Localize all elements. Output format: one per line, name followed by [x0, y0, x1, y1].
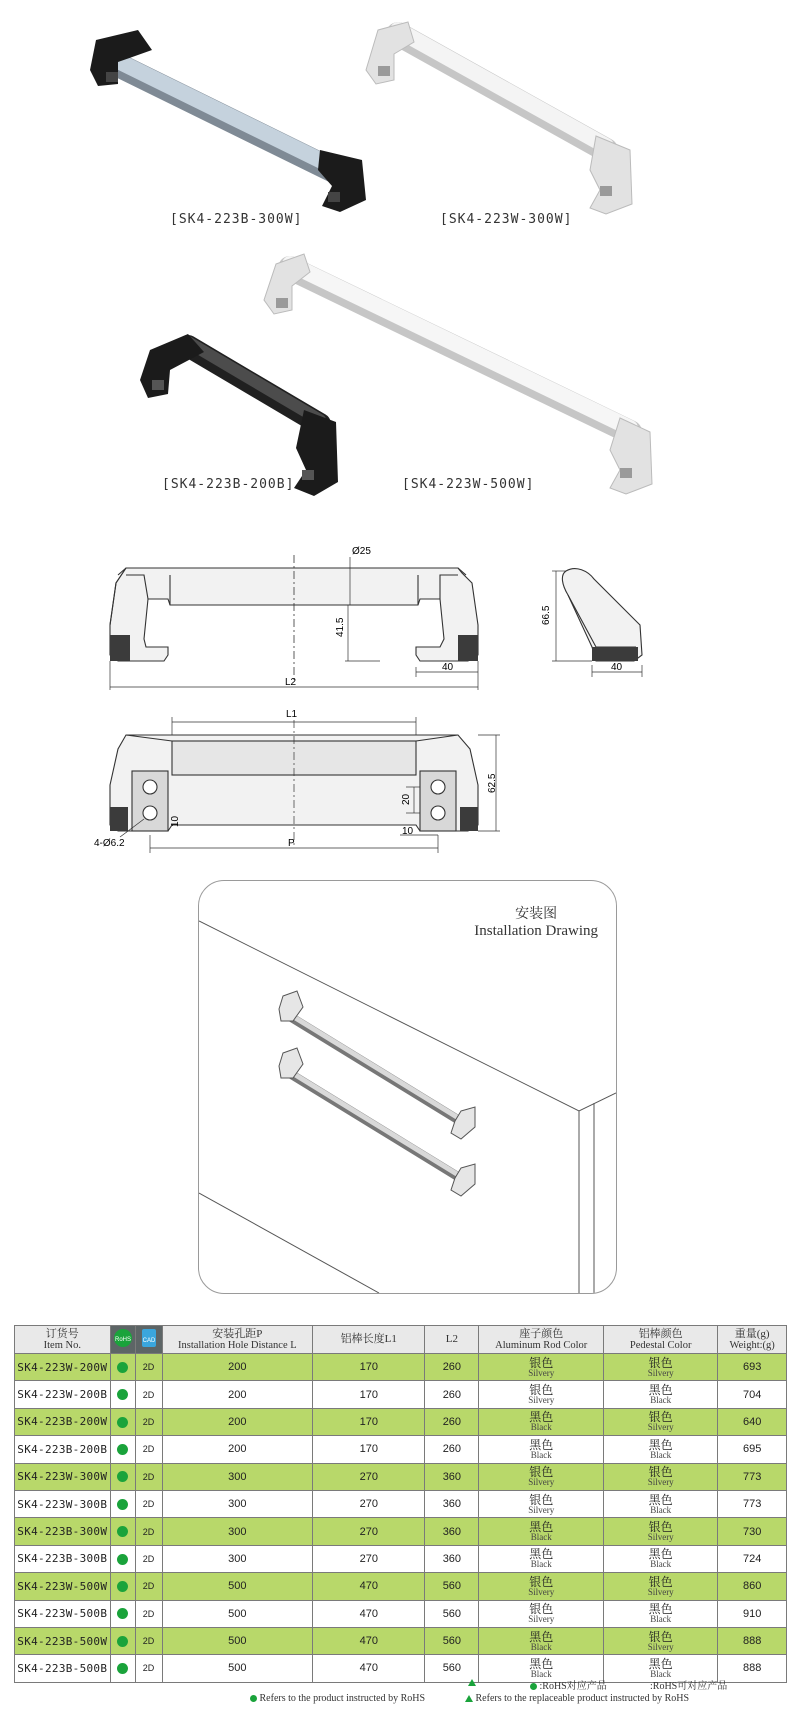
- table-row: [15, 1408, 787, 1435]
- cell-weight: 773: [718, 1463, 787, 1490]
- cell-weight: 860: [718, 1573, 787, 1600]
- cell-hole-distance: 300: [162, 1463, 313, 1490]
- cell-rod-length: 470: [313, 1600, 425, 1627]
- cell-weight: 640: [718, 1408, 787, 1435]
- cell-rod-color: 黑色 Black: [604, 1490, 718, 1517]
- product-photos: [0, 0, 800, 520]
- cell-weight: 773: [718, 1490, 787, 1517]
- cell-cad: 2D: [135, 1463, 162, 1490]
- header-item-no: 订货号 Item No.: [15, 1326, 111, 1354]
- cell-rod-length: 270: [313, 1545, 425, 1572]
- installation-illustration: [199, 881, 616, 1293]
- cell-hole-distance: 300: [162, 1518, 313, 1545]
- header-weight: 重量(g) Weight:(g): [718, 1326, 787, 1354]
- dim-hole-side: 10: [402, 826, 414, 837]
- cell-item-no: SK4-223W-500W: [15, 1573, 111, 1600]
- cell-item-no: SK4-223W-300B: [15, 1490, 111, 1517]
- cell-base-color: 黑色 Black: [479, 1655, 604, 1682]
- legend-replace-zh: :RoHS可对应产品: [650, 1681, 728, 1692]
- handle-photo-sk4-223b-200b: [140, 334, 338, 496]
- cell-item-no: SK4-223B-200B: [15, 1436, 111, 1463]
- cell-item-no: SK4-223B-300W: [15, 1518, 111, 1545]
- cell-hole-distance: 300: [162, 1490, 313, 1517]
- cell-rohs: [110, 1518, 135, 1545]
- cell-rod-length: 170: [313, 1436, 425, 1463]
- rohs-dot-icon: [530, 1683, 537, 1690]
- product-caption: [SK4-223W-500W]: [402, 477, 535, 492]
- cell-cad: 2D: [135, 1354, 162, 1381]
- spec-table: [14, 1325, 787, 1683]
- product-caption: [SK4-223W-300W]: [440, 212, 573, 227]
- cell-hole-distance: 200: [162, 1381, 313, 1408]
- product-caption: [SK4-223B-200B]: [162, 477, 295, 492]
- replaceable-triangle-icon: [468, 1679, 476, 1686]
- dim-side-height: 66.5: [541, 605, 552, 625]
- cell-rohs: [110, 1381, 135, 1408]
- table-row: [15, 1573, 787, 1600]
- dim-base-length: 40: [442, 662, 454, 673]
- svg-text:RoHS: RoHS: [114, 1337, 131, 1343]
- handle-photo-sk4-223w-300w: [366, 22, 632, 214]
- cell-weight: 704: [718, 1381, 787, 1408]
- table-row: [15, 1436, 787, 1463]
- dim-holes: 4-Ø6.2: [94, 838, 125, 849]
- cell-item-no: SK4-223W-200B: [15, 1381, 111, 1408]
- rohs-dot-icon: [250, 1695, 257, 1702]
- cell-base-color: 银色 Silvery: [479, 1490, 604, 1517]
- cell-rohs: [110, 1627, 135, 1654]
- cell-cad: 2D: [135, 1408, 162, 1435]
- cell-l2: 560: [425, 1600, 479, 1627]
- cell-l2: 560: [425, 1627, 479, 1654]
- svg-text:CAD: CAD: [142, 1338, 155, 1344]
- cell-rod-color: 银色 Silvery: [604, 1354, 718, 1381]
- cell-hole-distance: 200: [162, 1354, 313, 1381]
- legend-replace-en: Refers to the replaceable product instructed by RoHS: [465, 1693, 689, 1704]
- cell-rohs: [110, 1463, 135, 1490]
- installation-title: [474, 903, 598, 940]
- product-caption: [SK4-223B-300W]: [170, 212, 303, 227]
- rohs-dot-icon: [117, 1554, 128, 1565]
- cell-base-color: 黑色 Black: [479, 1408, 604, 1435]
- cell-rod-color: 黑色 Black: [604, 1655, 718, 1682]
- cell-weight: 910: [718, 1600, 787, 1627]
- cell-hole-distance: 500: [162, 1627, 313, 1654]
- dim-pitch: P: [288, 838, 295, 849]
- dim-rod-length: L1: [286, 709, 298, 720]
- cell-rod-length: 170: [313, 1408, 425, 1435]
- cell-rohs: [110, 1354, 135, 1381]
- cell-rod-color: 黑色 Black: [604, 1381, 718, 1408]
- table-row: [15, 1518, 787, 1545]
- cell-base-color: 银色 Silvery: [479, 1600, 604, 1627]
- rohs-icon: [110, 1326, 135, 1354]
- header-base-color: 座子颜色 Aluminum Rod Color: [479, 1326, 604, 1354]
- cell-rohs: [110, 1436, 135, 1463]
- technical-drawing: [0, 535, 800, 860]
- rohs-dot-icon: [117, 1636, 128, 1647]
- cell-rod-color: 银色 Silvery: [604, 1627, 718, 1654]
- cell-l2: 360: [425, 1518, 479, 1545]
- cell-rod-length: 270: [313, 1490, 425, 1517]
- rohs-dot-icon: [117, 1444, 128, 1455]
- cell-cad: 2D: [135, 1490, 162, 1517]
- cell-hole-distance: 300: [162, 1545, 313, 1572]
- cell-rohs: [110, 1600, 135, 1627]
- cell-base-color: 黑色 Black: [479, 1627, 604, 1654]
- cell-l2: 560: [425, 1573, 479, 1600]
- installation-drawing: [198, 880, 617, 1294]
- table-row: [15, 1381, 787, 1408]
- dim-diameter: Ø25: [352, 546, 371, 557]
- cell-base-color: 银色 Silvery: [479, 1573, 604, 1600]
- header-rod-length: 铝棒长度L1: [313, 1326, 425, 1354]
- cell-base-color: 银色 Silvery: [479, 1354, 604, 1381]
- cell-item-no: SK4-223B-300B: [15, 1545, 111, 1572]
- cell-rohs: [110, 1545, 135, 1572]
- cell-l2: 560: [425, 1655, 479, 1682]
- installation-title-zh: 安装图: [515, 907, 558, 922]
- cell-l2: 360: [425, 1463, 479, 1490]
- cell-item-no: SK4-223W-500B: [15, 1600, 111, 1627]
- cell-rod-length: 470: [313, 1573, 425, 1600]
- cell-l2: 260: [425, 1408, 479, 1435]
- table-row: [15, 1490, 787, 1517]
- table-header: [15, 1326, 787, 1354]
- cell-l2: 260: [425, 1381, 479, 1408]
- cell-weight: 724: [718, 1545, 787, 1572]
- cell-cad: 2D: [135, 1655, 162, 1682]
- legend-rohs-zh: :RoHS对应产品: [530, 1677, 607, 1692]
- legend-rohs-en: Refers to the product instructed by RoHS: [250, 1693, 425, 1704]
- cad-icon: [135, 1326, 162, 1354]
- cell-item-no: SK4-223B-200W: [15, 1408, 111, 1435]
- cell-cad: 2D: [135, 1518, 162, 1545]
- cell-hole-distance: 500: [162, 1600, 313, 1627]
- cell-cad: 2D: [135, 1381, 162, 1408]
- dim-height-front: 41.5: [335, 617, 346, 637]
- rohs-dot-icon: [117, 1389, 128, 1400]
- cell-rod-color: 银色 Silvery: [604, 1408, 718, 1435]
- dim-hole-spacing: 20: [401, 793, 412, 805]
- dim-hole-edge: 10: [170, 815, 181, 827]
- legend-triangle-top: [468, 1677, 476, 1688]
- cell-weight: 695: [718, 1436, 787, 1463]
- header-hole-distance: 安装孔距P Installation Hole Distance L: [162, 1326, 313, 1354]
- cell-weight: 888: [718, 1655, 787, 1682]
- cell-rohs: [110, 1408, 135, 1435]
- rohs-dot-icon: [117, 1608, 128, 1619]
- side-view: [562, 569, 642, 661]
- cell-rohs: [110, 1490, 135, 1517]
- cell-rod-length: 270: [313, 1463, 425, 1490]
- cell-item-no: SK4-223B-500W: [15, 1627, 111, 1654]
- table-row: [15, 1627, 787, 1654]
- cell-l2: 360: [425, 1545, 479, 1572]
- handle-photo-sk4-223b-300w: [90, 30, 366, 212]
- cell-base-color: 黑色 Black: [479, 1518, 604, 1545]
- header-rod-color: 铝棒颜色 Pedestal Color: [604, 1326, 718, 1354]
- rohs-dot-icon: [117, 1499, 128, 1510]
- cell-item-no: SK4-223W-300W: [15, 1463, 111, 1490]
- replaceable-triangle-icon: [465, 1695, 473, 1702]
- cell-item-no: SK4-223B-500B: [15, 1655, 111, 1682]
- cell-rod-length: 270: [313, 1518, 425, 1545]
- installation-title-en: Installation Drawing: [474, 923, 598, 939]
- cell-rod-color: 银色 Silvery: [604, 1573, 718, 1600]
- cell-base-color: 银色 Silvery: [479, 1381, 604, 1408]
- cell-rod-color: 黑色 Black: [604, 1436, 718, 1463]
- table-row: [15, 1600, 787, 1627]
- cell-l2: 360: [425, 1490, 479, 1517]
- cell-cad: 2D: [135, 1545, 162, 1572]
- cell-rod-length: 170: [313, 1354, 425, 1381]
- dim-side-base: 40: [611, 662, 623, 673]
- cell-rod-color: 银色 Silvery: [604, 1463, 718, 1490]
- header-l2: L2: [425, 1326, 479, 1354]
- cell-weight: 888: [718, 1627, 787, 1654]
- dim-top-height: 62.5: [487, 773, 498, 793]
- cell-l2: 260: [425, 1354, 479, 1381]
- cell-hole-distance: 500: [162, 1573, 313, 1600]
- installed-handle-upper: [279, 991, 475, 1139]
- rohs-dot-icon: [117, 1362, 128, 1373]
- cell-rod-length: 470: [313, 1627, 425, 1654]
- cell-item-no: SK4-223W-200W: [15, 1354, 111, 1381]
- cell-weight: 693: [718, 1354, 787, 1381]
- cell-rod-length: 470: [313, 1655, 425, 1682]
- cell-cad: 2D: [135, 1600, 162, 1627]
- rohs-dot-icon: [117, 1526, 128, 1537]
- cell-base-color: 银色 Silvery: [479, 1463, 604, 1490]
- cell-rod-color: 银色 Silvery: [604, 1518, 718, 1545]
- cell-rod-length: 170: [313, 1381, 425, 1408]
- cell-cad: 2D: [135, 1573, 162, 1600]
- cell-cad: 2D: [135, 1627, 162, 1654]
- table-row: [15, 1463, 787, 1490]
- cell-rod-color: 黑色 Black: [604, 1600, 718, 1627]
- table-row: [15, 1354, 787, 1381]
- cell-weight: 730: [718, 1518, 787, 1545]
- cell-hole-distance: 200: [162, 1436, 313, 1463]
- cell-hole-distance: 500: [162, 1655, 313, 1682]
- cell-rohs: [110, 1655, 135, 1682]
- front-view: [110, 555, 478, 690]
- dim-overall-length: L2: [285, 677, 297, 688]
- cell-cad: 2D: [135, 1436, 162, 1463]
- cell-rohs: [110, 1573, 135, 1600]
- cell-base-color: 黑色 Black: [479, 1436, 604, 1463]
- cell-l2: 260: [425, 1436, 479, 1463]
- rohs-dot-icon: [117, 1471, 128, 1482]
- cell-base-color: 黑色 Black: [479, 1545, 604, 1572]
- rohs-dot-icon: [117, 1663, 128, 1674]
- rohs-dot-icon: [117, 1581, 128, 1592]
- table-row: [15, 1545, 787, 1572]
- cell-rod-color: 黑色 Black: [604, 1545, 718, 1572]
- cell-hole-distance: 200: [162, 1408, 313, 1435]
- rohs-dot-icon: [117, 1417, 128, 1428]
